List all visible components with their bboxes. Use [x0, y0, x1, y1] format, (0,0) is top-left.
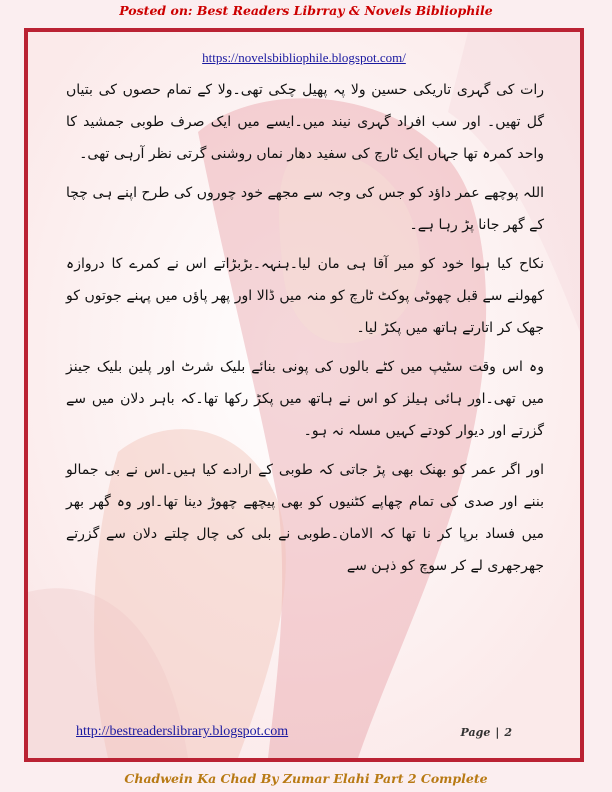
- paragraph: نکاح کیا ہوا خود کو میر آقا ہی مان لیا۔ہنہہ۔بڑبڑاتے اس نے کمرے کا دروازہ کھولنے سے قبل چھوٹی پوکٹ ٹارچ کو منہ میں ڈالا اور پھر پاؤں میں پہنے جوتوں کو جھک کر اتارتے ہاتھ میں پکڑ لیا۔: [66, 256, 544, 336]
- blog-link-bottom[interactable]: http://bestreaderslibrary.blogspot.com: [76, 724, 289, 739]
- page-number-value: 2: [504, 726, 512, 739]
- page-label: Page: [460, 726, 491, 739]
- paragraph: اور اگر عمر کو بھنک بھی پڑ جاتی کہ طوبی کے ارادے کیا ہیں۔اس نے بی جمالو بننے اور صدی کی تمام چھاپے کٹنیوں کو بھی پیچھے چھوڑ دینا تھا۔اور وہ گھر بھر میں فساد برپا کر نا تھا کہ الامان۔طوبی نے بلی کی چال چلتے دلان سے گزرتے جھرجھری لے کر سوچ کو ذہن سے: [66, 462, 544, 574]
- page-footer: Chadwein Ka Chad By Zumar Elahi Part 2 Complete: [124, 771, 488, 786]
- novel-text: [66, 74, 544, 589]
- paragraph: رات کی گہری تاریکی حسین ولا پہ پھیل چکی تھی۔ولا کے تمام حصوں کی بتیاں گل تھیں۔ اور سب افراد گہری نیند میں۔ایسے میں ایک صرف طوبی جمشید کا واحد کمرہ تھا جہاں ایک ٹارچ کی سفید دھار نماں روشنی گرتی نظر آرہی تھی۔: [66, 82, 544, 162]
- page-frame: [24, 28, 584, 762]
- paragraph: اللہ پوچھے عمر داؤد کو جس کی وجہ سے مجھے خود چوروں کی طرح اپنے ہی چچا کے گھر جانا پڑ رہا ہے۔: [66, 185, 544, 233]
- page-header: Posted on: Best Readers Librray & Novels Bibliophile: [119, 3, 493, 18]
- paragraph: وہ اس وقت سٹیپ میں کٹے بالوں کی پونی بنائے بلیک شرٹ اور پلین بلیک جینز میں تھی۔اور ہائی ہیلز کو اس نے ہاتھ میں پکڑ رکھا تھا۔کہ باہر دلان میں سے گزرتے اور دیوار کودتے کہیں مسلہ نہ ہو۔: [66, 359, 544, 439]
- page-number: [461, 726, 512, 739]
- blog-link-top[interactable]: https://novelsbibliophile.blogspot.com/: [202, 50, 406, 65]
- page-separator: |: [495, 726, 500, 739]
